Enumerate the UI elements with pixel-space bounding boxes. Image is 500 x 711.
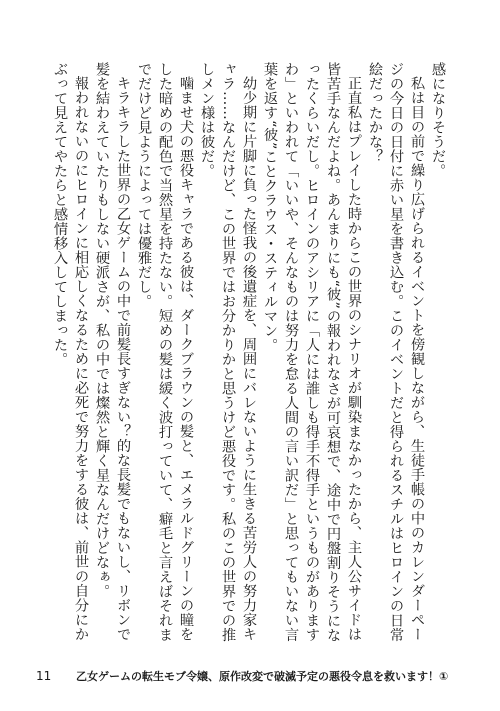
page-footer: [36, 666, 470, 686]
paragraph-4: 幼少期に片脚に負った怪我の後遺症を、周囲にバレないように生きる苦労人の努力家キャラ……なんだけど、この世界ではお分かりかと思うけど悪役です。私のこの世界での推しメン様は彼だ。: [199, 62, 257, 642]
paragraph-3: 正直私はプレイした時からこの世界のシナリオが馴染まなかったから、主人公サイドは皆苦手なんだよね。あんまりにも“彼”の報われなさが可哀想で、途中で円盤割りそうになったくらいだし。ヒロインのアシリアに「人には誰しも得手不得手というものがありますわ」といわれて「いいや、そんなものは努力を怠る人間の言い訳だ」と思ってもいない言葉を返す“彼”ことクラウス・スティルマン。: [262, 62, 362, 643]
running-title: 乙女ゲームの転生モブ令嬢、原作改変で破滅予定の悪役令息を救います！①: [76, 670, 449, 683]
paragraph-5: 噛ませ犬の悪役キャラである彼は、ダークブラウンの髪と、エメラルドグリーンの瞳をした暗めの配色で当然星を持たない。短めの髪は緩く波打っていて、癖毛と言えばそれまでだけど見ようによっては優雅だし。: [136, 62, 194, 642]
vertical-body-text: [48, 62, 448, 647]
paragraph-1: 感になりそうだ。: [430, 62, 446, 178]
paragraph-2: 私は目の前で繰り広げられるイベントを傍観しながら、生徒手帳の中のカレンダーページの今日の日付に赤い星を書き込む。このイベントだと得られるスチルはヒロインの日常絵だったかな？: [367, 62, 425, 642]
page-number: 11: [36, 669, 52, 683]
paragraph-6: キラキラした世界の乙女ゲームの中で前髪長すぎない？的な長髪でもないし、リボンで髪を結わえていたりもしない硬派さが、私の中では燦然と輝く星なんだけどなぁ。: [94, 62, 131, 642]
paragraph-7: 報われないのにヒロインに相応しくなるために必死で努力をする彼は、前世の自分にかぶって見えてやたらと感情移入してしまった。: [52, 62, 89, 642]
